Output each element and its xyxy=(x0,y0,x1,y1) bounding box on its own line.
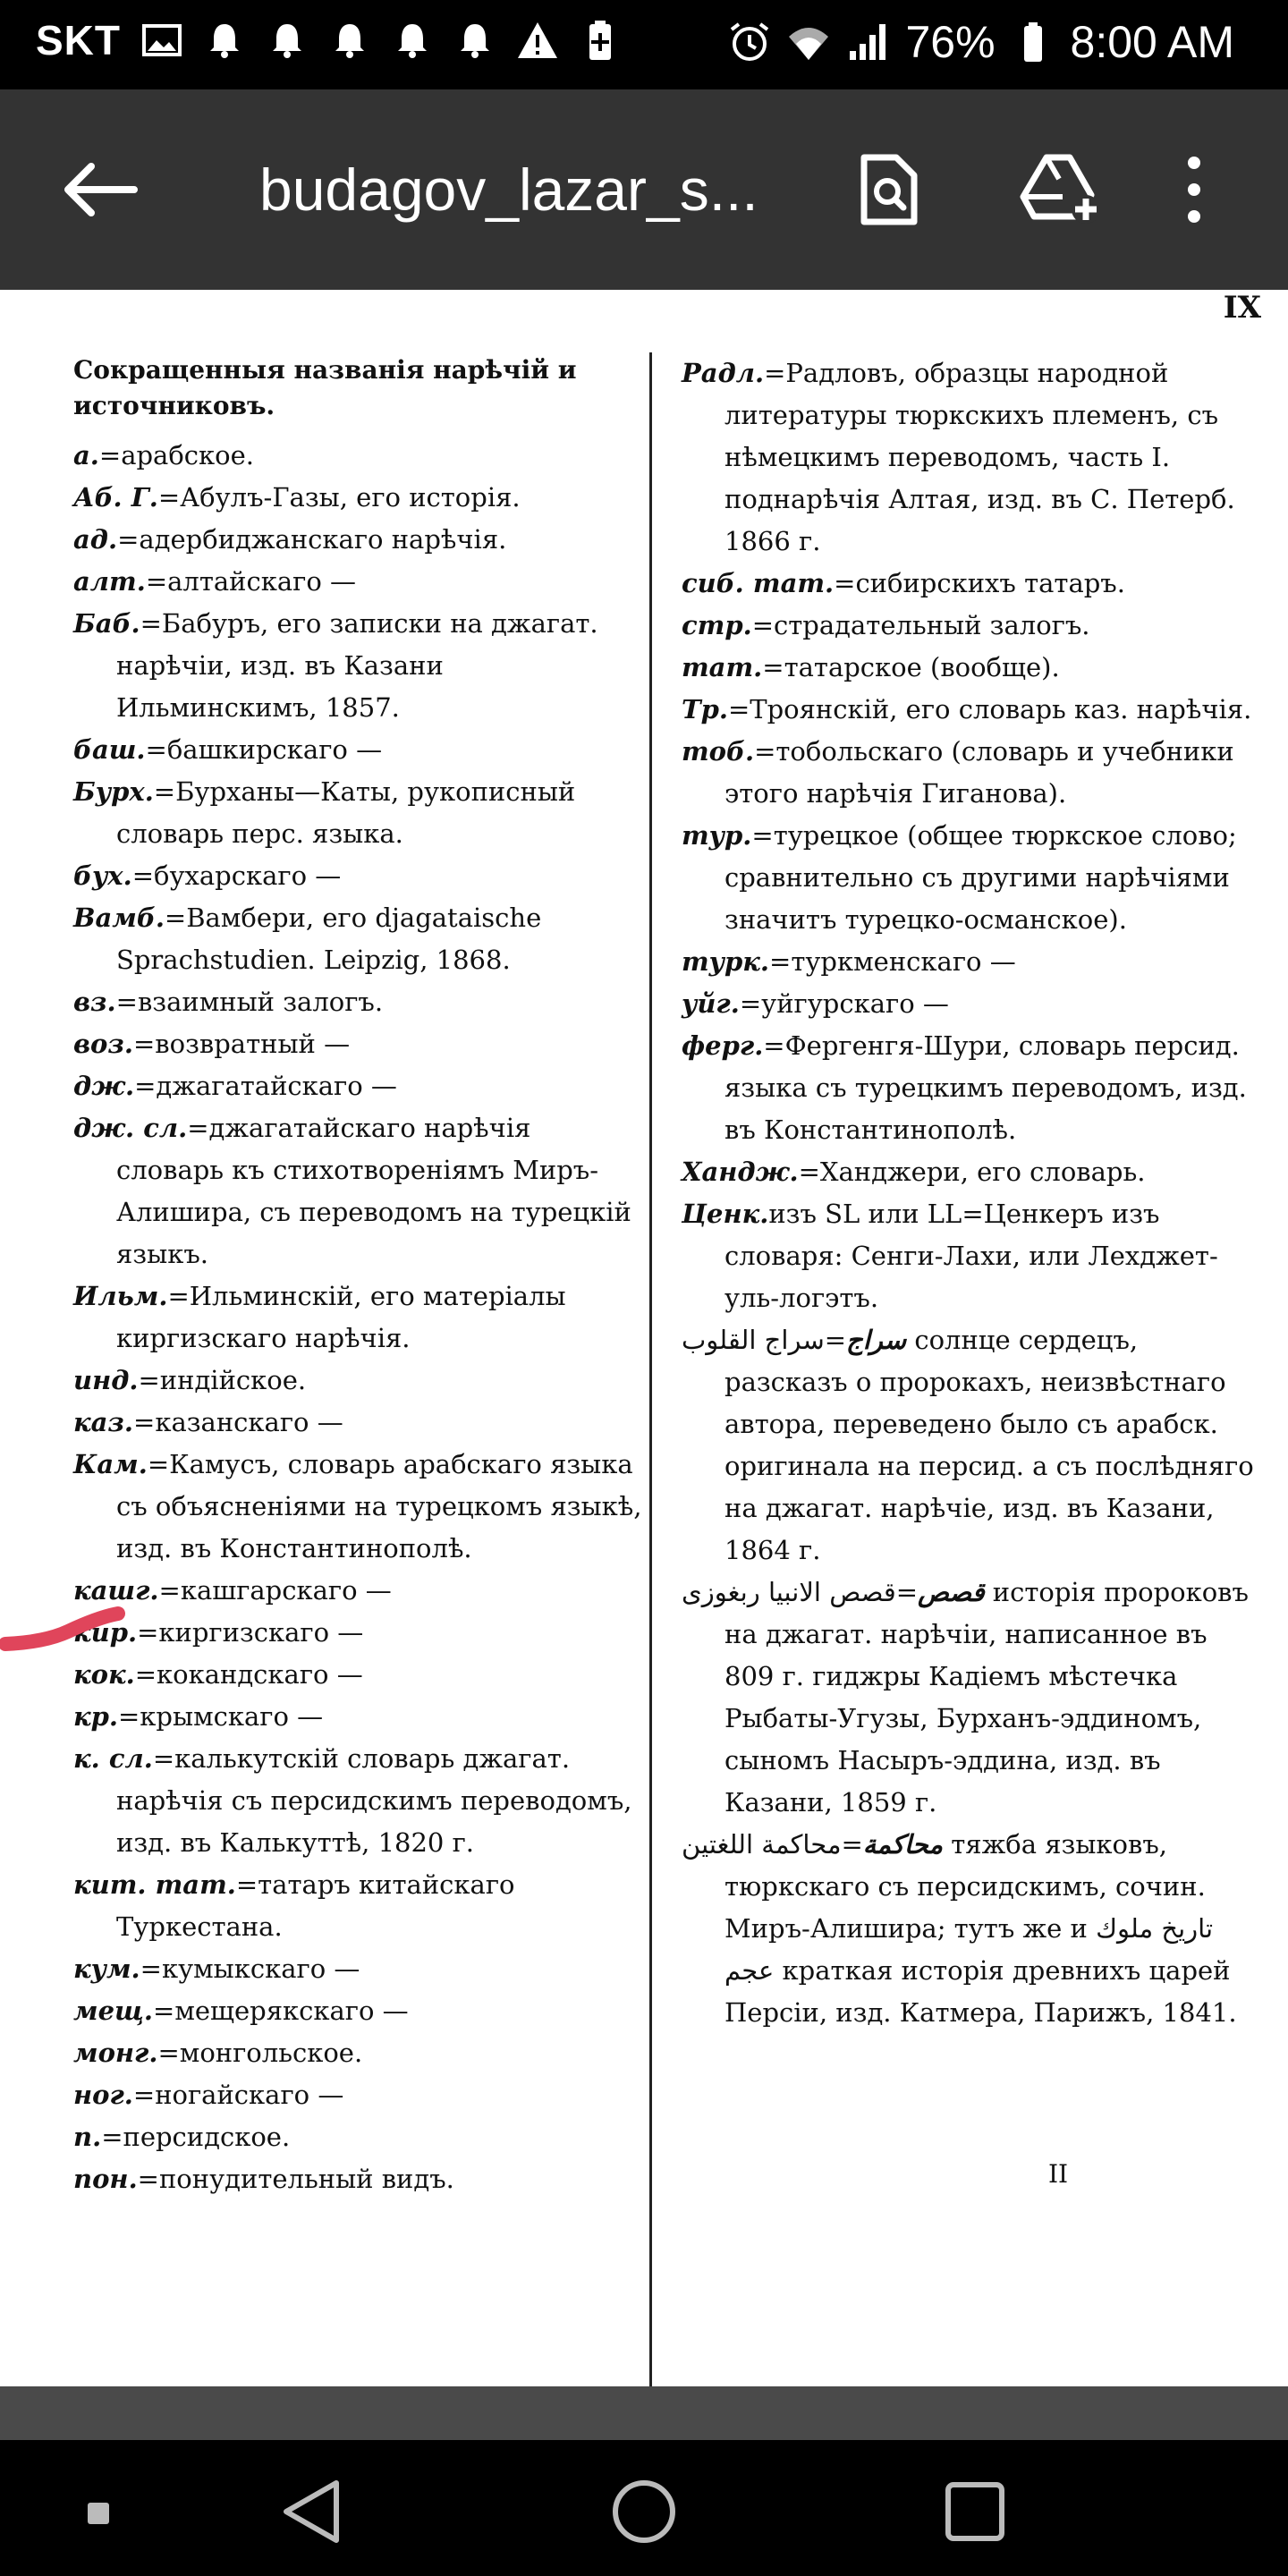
entry-definition: =Ханджери, его словарь. xyxy=(798,1157,1146,1187)
entry-definition: =сибирскихъ татаръ. xyxy=(834,568,1125,598)
abbreviation-entry xyxy=(682,815,1265,941)
entry-abbreviation: Ценк. xyxy=(682,1199,769,1229)
alarm-bell-icon xyxy=(453,19,496,62)
abbreviation-entry xyxy=(73,561,646,603)
entry-definition: =калькутскій словарь джагат. нарѣчія съ персидскимъ переводомъ, изд. въ Калькуттѣ, 1820 г. xyxy=(116,1743,632,1858)
home-circle-icon[interactable] xyxy=(599,2467,689,2556)
entry-abbreviation: мещ. xyxy=(73,1996,154,2026)
abbreviation-entry xyxy=(73,477,646,519)
entry-abbreviation: турк. xyxy=(682,946,770,977)
entry-definition: =турецкое (общее тюркское слово; сравнительно съ другими нарѣчіями значитъ турецко-османское). xyxy=(724,820,1237,935)
abbreviation-entry xyxy=(73,1402,646,1444)
app-bar xyxy=(0,89,1288,290)
column-divider xyxy=(649,352,652,2445)
abbreviation-entry xyxy=(73,855,646,897)
entry-definition: =кашгарскаго — xyxy=(158,1575,392,1606)
abbreviation-entry xyxy=(73,1107,646,1275)
abbreviation-entry xyxy=(682,563,1265,605)
abbreviation-entry xyxy=(73,1360,646,1402)
abbreviation-entry xyxy=(682,1193,1265,1319)
entry-definition: =бухарскаго — xyxy=(131,860,342,891)
entry-definition: =татаръ китайскаго Туркестана. xyxy=(116,1869,515,1942)
battery-plus-icon xyxy=(579,19,622,62)
entry-definition: =страдательный залогъ. xyxy=(751,610,1090,640)
document-title: budagov_lazar_s... xyxy=(259,157,758,223)
entry-definition: =Камусъ, словарь арабскаго языка съ объясненіями на турецкомъ языкѣ, изд. въ Константинополѣ. xyxy=(116,1449,642,1563)
abbreviation-entry xyxy=(73,1065,646,1107)
entry-definition: =туркменскаго — xyxy=(769,946,1016,977)
entry-abbreviation: алт. xyxy=(73,566,146,597)
search-document-icon[interactable] xyxy=(852,152,927,227)
alarm-bell-icon xyxy=(266,19,309,62)
entry-abbreviation: пон. xyxy=(73,2164,138,2194)
entry-definition: =Бабуръ, его записки на джагат. нарѣчіи, изд. въ Казани Ильминскимъ, 1857. xyxy=(116,608,598,723)
right-entries xyxy=(682,352,1265,2034)
entry-definition: =Троянскій, его словарь каз. нарѣчія. xyxy=(727,694,1252,724)
entry-definition: =монгольское. xyxy=(157,2038,363,2068)
entry-abbreviation: к. сл. xyxy=(73,1743,153,1774)
entry-abbreviation: кит. тат. xyxy=(73,1869,236,1900)
entry-definition: =ногайскаго — xyxy=(132,2080,344,2110)
entry-abbreviation: каз. xyxy=(73,1407,134,1437)
clock-time: 8:00 AM xyxy=(1070,17,1234,67)
entry-abbreviation: тур. xyxy=(682,820,752,851)
entry-abbreviation: кум. xyxy=(73,1953,140,1984)
back-arrow-icon[interactable] xyxy=(55,145,145,234)
alarm-clock-icon xyxy=(728,21,771,64)
entry-abbreviation: бух. xyxy=(73,860,132,891)
footer-mark: II xyxy=(1048,2159,1069,2189)
entry-definition: =سراج القلوب солнце сердецъ, разсказъ о пророкахъ, неизвѣстнаго автора, переведено было съ арабск. оригинала на персид. а съ послѣдняго на джагат. нарѣчіе, изд. въ Казани, 1864 г. xyxy=(682,1325,1254,1565)
abbreviation-entry xyxy=(73,2032,646,2074)
entry-definition: изъ SL или LL=Ценкеръ изъ словаря: Сенги-Лахи, или Лехджет-уль-логэтъ. xyxy=(724,1199,1218,1313)
entry-definition: =арабское. xyxy=(98,440,254,470)
entry-definition: =тобольскаго (словарь и учебники этого нарѣчія Гиганова). xyxy=(724,736,1234,809)
entry-definition: =кокандскаго — xyxy=(134,1659,363,1690)
entry-definition: =кумыкскаго — xyxy=(140,1953,360,1984)
gallery-icon xyxy=(140,19,183,62)
entry-abbreviation: тат. xyxy=(682,652,763,682)
abbreviation-entry xyxy=(682,605,1265,647)
document-page[interactable] xyxy=(0,290,1288,2386)
section-heading: Сокращенныя названія нарѣчій и источниковъ. xyxy=(73,355,577,420)
left-column xyxy=(73,352,646,2200)
entry-abbreviation: монг. xyxy=(73,2038,158,2068)
entry-definition: =казанскаго — xyxy=(133,1407,343,1437)
entry-abbreviation: Радл. xyxy=(682,358,765,388)
entry-definition: =джагатайскаго — xyxy=(134,1071,397,1101)
entry-abbreviation: тоб. xyxy=(682,736,755,767)
abbreviation-entry xyxy=(682,1319,1265,1572)
abbreviation-entry xyxy=(73,1444,646,1570)
entry-abbreviation: Баб. xyxy=(73,608,140,639)
entry-abbreviation: п. xyxy=(73,2122,102,2152)
entry-definition: =индійское. xyxy=(138,1365,307,1395)
entry-definition: =уйгурскаго — xyxy=(739,988,949,1019)
warning-icon xyxy=(516,19,559,62)
abbreviation-entry xyxy=(73,519,646,561)
abbreviation-entry xyxy=(73,1738,646,1864)
abbreviation-entry xyxy=(73,603,646,729)
nav-bar-strip xyxy=(0,2386,1288,2440)
entry-abbreviation: ад. xyxy=(73,524,118,555)
overview-square-icon[interactable] xyxy=(930,2467,1020,2556)
abbreviation-entry xyxy=(682,731,1265,815)
entry-abbreviation: محاكمة xyxy=(862,1829,944,1860)
entry-abbreviation: Вамб. xyxy=(73,902,165,933)
entry-abbreviation: дж. xyxy=(73,1071,135,1101)
entry-abbreviation: вз. xyxy=(73,987,116,1017)
entry-definition: =Радловъ, образцы народной литературы тюркскихъ племенъ, съ нѣмецкимъ переводомъ, часть I. поднарѣчія Алтая, изд. въ С. Петерб. 1866 г. xyxy=(724,358,1235,556)
entry-definition: =понудительный видъ. xyxy=(137,2164,454,2194)
entry-definition: =Ильминскій, его матеріалы киргизскаго нарѣчія. xyxy=(116,1281,566,1353)
entry-abbreviation: кашг. xyxy=(73,1575,159,1606)
carrier-label: SKT xyxy=(36,17,121,64)
abbreviation-entry xyxy=(73,1864,646,1948)
alarm-bell-icon xyxy=(391,19,434,62)
status-bar xyxy=(0,0,1288,89)
abbreviation-entry xyxy=(682,1151,1265,1193)
entry-definition: =алтайскаго — xyxy=(145,566,357,597)
abbreviation-entry xyxy=(73,729,646,771)
battery-icon xyxy=(1012,21,1055,64)
abbreviation-entry xyxy=(682,647,1265,689)
entry-definition: =персидское. xyxy=(101,2122,291,2152)
abbreviation-entry xyxy=(73,1696,646,1738)
abbreviation-entry xyxy=(73,435,646,477)
entry-abbreviation: قصص xyxy=(918,1577,985,1607)
entry-abbreviation: баш. xyxy=(73,734,146,765)
entry-definition: =мещерякскаго — xyxy=(153,1996,409,2026)
abbreviation-entry xyxy=(73,2074,646,2116)
entry-abbreviation: ферг. xyxy=(682,1030,764,1061)
entry-abbreviation: сиб. тат. xyxy=(682,568,835,598)
abbreviation-entry xyxy=(73,981,646,1023)
back-triangle-icon[interactable] xyxy=(268,2467,358,2556)
status-right xyxy=(728,16,1234,68)
entry-definition: =татарское (вообще). xyxy=(762,652,1060,682)
entry-abbreviation: уйг. xyxy=(682,988,740,1019)
entry-definition: =взаимный залогъ. xyxy=(115,987,384,1017)
right-column xyxy=(682,352,1265,2034)
entry-definition: =башкирскаго — xyxy=(145,734,383,765)
entry-definition: =киргизскаго — xyxy=(137,1617,364,1648)
recent-apps-icon[interactable] xyxy=(54,2467,143,2556)
abbreviation-entry xyxy=(73,2158,646,2200)
navigation-bar xyxy=(0,2386,1288,2576)
entry-abbreviation: воз. xyxy=(73,1029,133,1059)
entry-definition: =Бурханы—Каты, рукописный словарь перс. языка. xyxy=(116,776,576,849)
entry-definition: =джагатайскаго нарѣчія словарь къ стихотвореніямъ Миръ-Алишира, съ переводомъ на турецкій языкъ. xyxy=(116,1113,631,1269)
abbreviation-entry xyxy=(73,1990,646,2032)
entry-definition: =قصص الانبيا ربغوزى исторія пророковъ на джагат. нарѣчіи, написанное въ 809 г. гиджры Кадіемъ мѣстечка Рыбаты-Угузы, Бурханъ-эддиномъ, сыномъ Насыръ-эддина, изд. въ Казани, 1859 г. xyxy=(682,1577,1249,1818)
abbreviation-entry xyxy=(73,1023,646,1065)
status-left xyxy=(36,16,622,64)
entry-abbreviation: дж. сл. xyxy=(73,1113,188,1143)
abbreviation-entry xyxy=(73,897,646,981)
abbreviation-entry xyxy=(682,689,1265,731)
entry-definition: =крымскаго — xyxy=(118,1701,324,1732)
red-highlight-stroke xyxy=(0,1605,134,1658)
entry-definition: =محاكمة اللغتين тяжба языковъ, тюркскаго съ персидскимъ, сочин. Миръ-Алишира; тутъ же и تاريخ ملوك عجم краткая исторія древнихъ царей Персіи, изд. Катмера, Парижъ, 1841. xyxy=(682,1829,1237,2028)
wifi-icon xyxy=(787,21,830,64)
battery-percent: 76% xyxy=(905,17,996,67)
signal-icon xyxy=(846,21,889,64)
abbreviation-entry xyxy=(73,1654,646,1696)
entry-abbreviation: Ильм. xyxy=(73,1281,168,1311)
entry-abbreviation: а. xyxy=(73,440,99,470)
page-number: IX xyxy=(1223,290,1261,326)
left-entries xyxy=(73,435,646,2200)
entry-abbreviation: Кам. xyxy=(73,1449,148,1479)
entry-abbreviation: Хандж. xyxy=(682,1157,799,1187)
abbreviation-entry xyxy=(682,1025,1265,1151)
entry-abbreviation: кир. xyxy=(73,1617,138,1648)
abbreviation-entry xyxy=(73,1948,646,1990)
entry-abbreviation: стр. xyxy=(682,610,752,640)
abbreviation-entry xyxy=(682,1572,1265,1824)
alarm-bell-icon xyxy=(328,19,371,62)
abbreviation-entry xyxy=(73,1275,646,1360)
entry-abbreviation: Тр. xyxy=(682,694,728,724)
add-to-drive-icon[interactable] xyxy=(1020,152,1106,227)
entry-abbreviation: кр. xyxy=(73,1701,118,1732)
abbreviation-entry xyxy=(682,1824,1265,2034)
entry-definition: =возвратный — xyxy=(133,1029,351,1059)
abbreviation-entry xyxy=(682,983,1265,1025)
entry-definition: =адербиджанскаго нарѣчія. xyxy=(117,524,507,555)
entry-abbreviation: Аб. Г. xyxy=(73,482,158,513)
abbreviation-entry xyxy=(73,1612,646,1654)
entry-abbreviation: инд. xyxy=(73,1365,139,1395)
alarm-bell-icon xyxy=(203,19,246,62)
entry-definition: =Фергенгя-Шури, словарь персид. языка съ турецкимъ переводомъ, изд. въ Константинополѣ. xyxy=(724,1030,1247,1145)
entry-abbreviation: кок. xyxy=(73,1659,135,1690)
abbreviation-entry xyxy=(682,941,1265,983)
entry-abbreviation: ног. xyxy=(73,2080,133,2110)
entry-abbreviation: سراج xyxy=(846,1325,907,1355)
entry-definition: =Абулъ-Газы, его исторія. xyxy=(157,482,521,513)
entry-abbreviation: Бурх. xyxy=(73,776,154,807)
abbreviation-entry xyxy=(73,1570,646,1612)
abbreviation-entry xyxy=(682,352,1265,563)
abbreviation-entry xyxy=(73,2116,646,2158)
entry-definition: =Вамбери, его djagataische Sprachstudien. Leipzig, 1868. xyxy=(116,902,542,975)
more-vert-icon[interactable] xyxy=(1172,152,1216,227)
abbreviation-entry xyxy=(73,771,646,855)
